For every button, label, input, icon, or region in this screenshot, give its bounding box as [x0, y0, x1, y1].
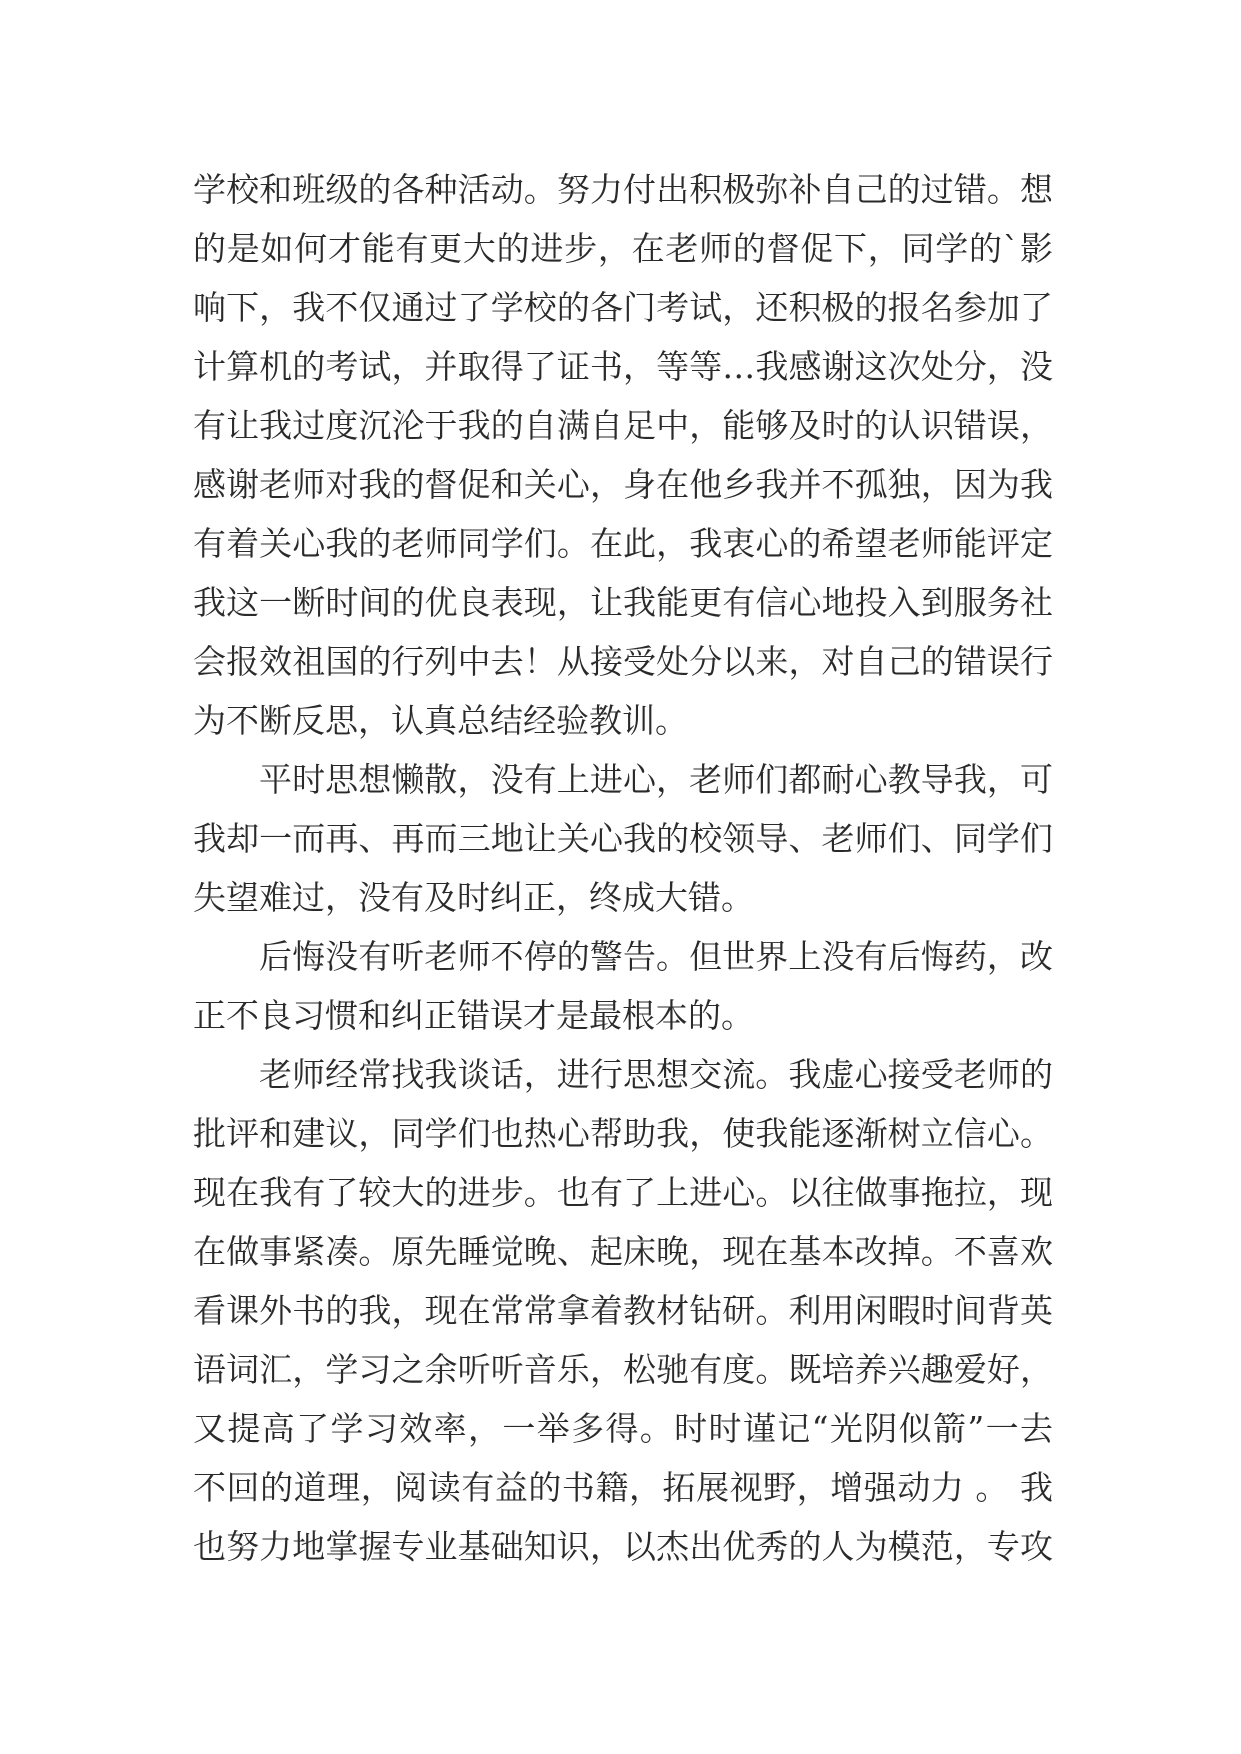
text-line: 老师经常找我谈话，进行思想交流。我虚心接受老师的 [259, 1055, 1053, 1094]
text-line: 批评和建议，同学们也热心帮助我，使我能逐渐树立信心。 [193, 1114, 1053, 1153]
text-line: 响下，我不仅通过了学校的各门考试，还积极的报名参加了 [193, 288, 1053, 327]
text-line: 平时思想懒散，没有上进心，老师们都耐心教导我，可 [259, 760, 1053, 799]
text-line: 有让我过度沉沦于我的自满自足中，能够及时的认识错误， [193, 406, 1053, 445]
text-line: 后悔没有听老师不停的警告。但世界上没有后悔药，改 [259, 937, 1053, 976]
body-text [193, 160, 1053, 1576]
text-line: 在做事紧凑。原先睡觉晚、起床晚，现在基本改掉。不喜欢 [193, 1232, 1053, 1271]
text-line: 失望难过，没有及时纠正，终成大错。 [193, 878, 754, 917]
text-line: 感谢老师对我的督促和关心，身在他乡我并不孤独，因为我 [193, 465, 1053, 504]
text-line: 不回的道理，阅读有益的书籍，拓展视野，增强动力 。 我 [193, 1468, 1053, 1507]
text-line: 有着关心我的老师同学们。在此，我衷心的希望老师能评定 [193, 524, 1053, 563]
text-line: 看课外书的我，现在常常拿着教材钻研。利用闲暇时间背英 [193, 1291, 1053, 1330]
text-line: 语词汇，学习之余听听音乐，松驰有度。既培养兴趣爱好， [193, 1350, 1053, 1389]
text-line: 学校和班级的各种活动。努力付出积极弥补自己的过错。想 [193, 170, 1053, 209]
text-line: 正不良习惯和纠正错误才是最根本的。 [193, 996, 754, 1035]
text-line: 我这一断时间的优良表现，让我能更有信心地投入到服务社 [193, 583, 1053, 622]
text-line: 也努力地掌握专业基础知识，以杰出优秀的人为模范，专攻 [193, 1527, 1053, 1566]
text-line: 我却一而再、再而三地让关心我的校领导、老师们、同学们 [193, 819, 1053, 858]
text-line: 为不断反思，认真总结经验教训。 [193, 701, 688, 740]
text-line: 计算机的考试，并取得了证书，等等…我感谢这次处分，没 [193, 347, 1053, 386]
text-line: 现在我有了较大的进步。也有了上进心。以往做事拖拉，现 [193, 1173, 1053, 1212]
text-line: 的是如何才能有更大的进步，在老师的督促下，同学的`影 [193, 229, 1053, 268]
text-line: 又提高了学习效率，一举多得。时时谨记“光阴似箭”一去 [193, 1409, 1053, 1448]
text-line: 会报效祖国的行列中去！从接受处分以来，对自己的错误行 [193, 642, 1053, 681]
